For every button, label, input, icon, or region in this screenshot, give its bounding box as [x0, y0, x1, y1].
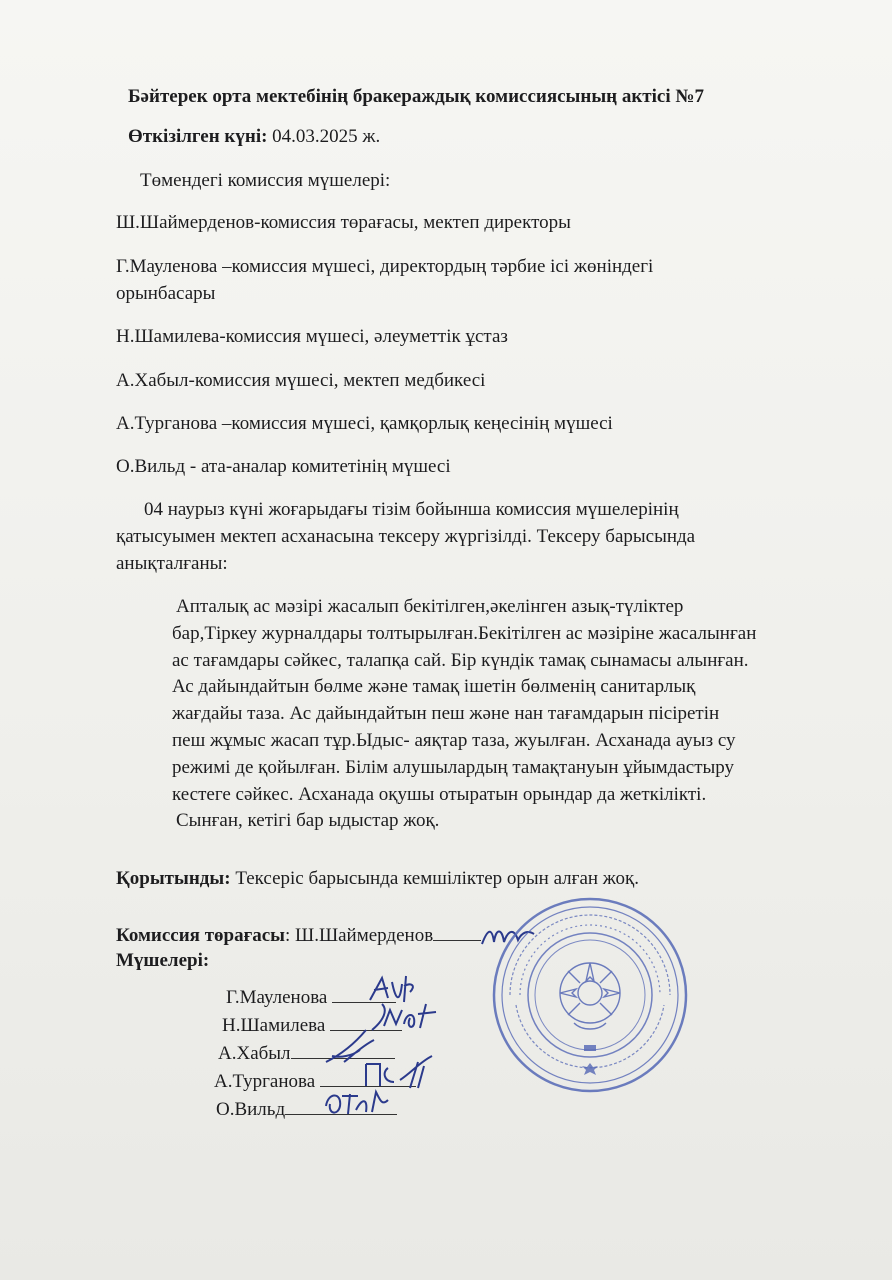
- findings-line: Сынған, кетігі бар ыдыстар жоқ.: [176, 810, 440, 832]
- members-heading: Төмендегі комиссия мүшелері:: [140, 170, 391, 191]
- intro-line: 04 наурыз күні жоғарыдағы тізім бойынша комиссия мүшелерінің: [144, 499, 679, 520]
- findings-line: кестеге сәйкес. Асханада оқушы отыратын орындар да жеткілікті.: [172, 783, 707, 805]
- intro-line: анықталғаны:: [116, 553, 228, 574]
- member-line: Ш.Шаймерденов-комиссия төрағасы, мектеп директоры: [116, 212, 571, 233]
- signer-name: Г.Мауленова: [226, 987, 328, 1008]
- signer-name: Н.Шамилева: [222, 1015, 326, 1036]
- intro-paragraph: [116, 496, 695, 577]
- date-line: [128, 124, 380, 150]
- conclusion-label: Қорытынды:: [116, 868, 231, 889]
- member-line: А.Турганова –комиссия мүшесі, қамқорлық кеңесінің мүшесі: [116, 413, 613, 434]
- member-line: Н.Шамилева-комиссия мүшесі, әлеуметтік ұстаз: [116, 326, 508, 347]
- signature-vild: [322, 1086, 392, 1120]
- conclusion-line: [116, 866, 639, 892]
- chairman-line: [116, 922, 481, 949]
- findings-line: бар,Тіркеу журналдары толтырылған.Бекітілген ас мәзіріне жасалынған: [172, 622, 757, 644]
- chairman-name: : Ш.Шаймерденов: [285, 925, 434, 946]
- findings-paragraph: [172, 594, 756, 835]
- chairman-signature-line: [433, 922, 481, 941]
- findings-line: Апталық ас мәзірі жасалып бекітілген,әкелінген азық-түліктер: [176, 596, 684, 617]
- date-value: 04.03.2025 ж.: [272, 126, 381, 147]
- signer-name: А.Турганова: [214, 1071, 316, 1092]
- member-line: О.Вильд - ата-аналар комитетінің мүшесі: [116, 456, 451, 477]
- findings-line: пеш жұмыс жасап тұр.Ыдыс- аяқтар таза, жуылған. Асханада ауыз су: [172, 729, 736, 751]
- signer-name: А.Хабыл: [218, 1043, 291, 1064]
- conclusion-text: Тексеріс барысында кемшіліктер орын алған жоқ.: [235, 868, 639, 889]
- chairman-label: Комиссия төрағасы: [116, 925, 285, 946]
- member-line: А.Хабыл-комиссия мүшесі, мектеп медбикесі: [116, 370, 486, 391]
- member-line: Г.Мауленова –комиссия мүшесі, директордың тәрбие ісі жөніндегі: [116, 256, 654, 277]
- signer-name: О.Вильд: [216, 1099, 286, 1120]
- members-label: Мүшелері:: [116, 950, 210, 971]
- findings-line: Ас дайындайтын бөлме және тамақ ішетін бөлменің санитарлық: [172, 676, 696, 698]
- official-stamp: [490, 895, 690, 1095]
- member-line: орынбасары: [116, 283, 216, 304]
- findings-line: режимі де қойылған. Білім алушылардың тамақтануын ұйымдастыру: [172, 756, 735, 778]
- findings-line: ас тағамдары сәйкес, талапқа сай. Бір күндік тамақ сынамасы алынған.: [172, 649, 749, 671]
- findings-line: жағдайы таза. Ас дайындайтын пеш және нан тағамдарын пісіретін: [172, 703, 720, 725]
- date-label: Өткізілген күні:: [128, 126, 268, 147]
- intro-line: қатысуымен мектеп асханасына тексеру жүргізілді. Тексеру барысында: [116, 526, 696, 547]
- document-title: Бәйтерек орта мектебінің бракераждық комиссиясының актісі №7: [128, 86, 704, 107]
